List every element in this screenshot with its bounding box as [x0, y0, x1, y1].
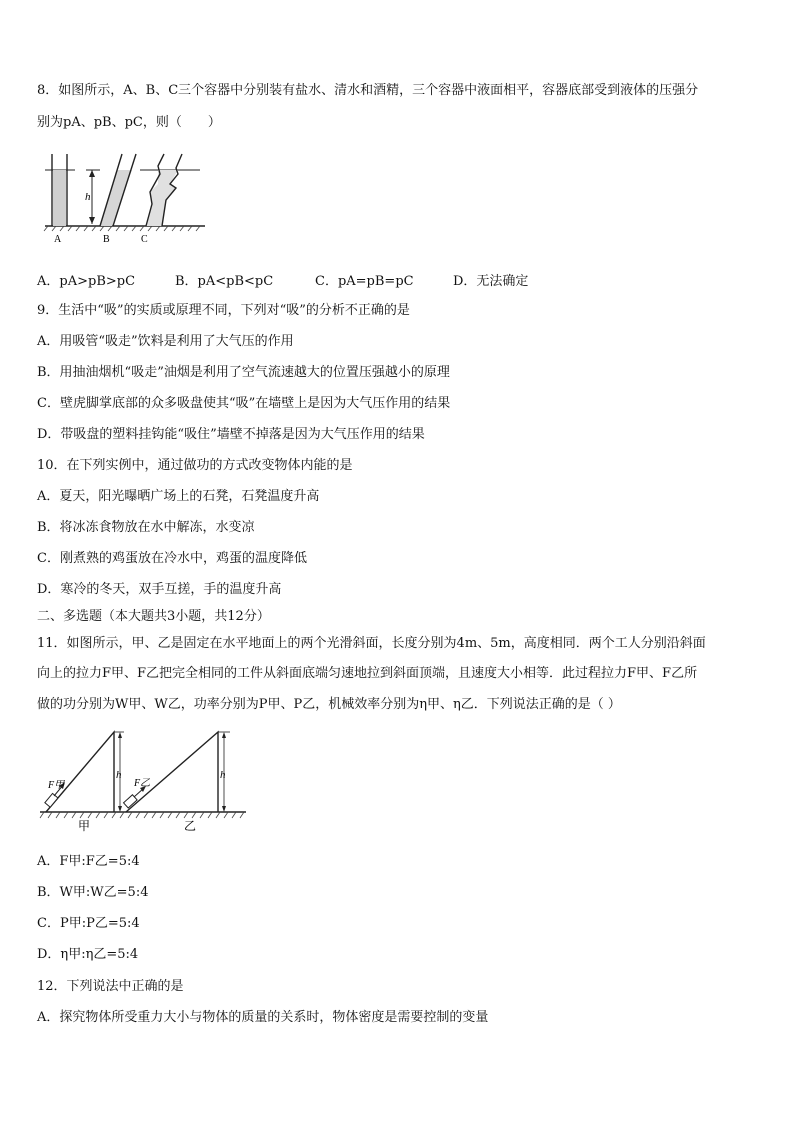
q8-label-b: B	[103, 234, 110, 245]
q11-option-c: C．P甲:P乙=5:4	[37, 916, 140, 931]
q9-option-c: C．壁虎脚掌底部的众多吸盘使其“吸”在墙壁上是因为大气压作用的结果	[37, 396, 451, 411]
q8-h-label: h	[85, 191, 91, 203]
q9-option-d: D．带吸盘的塑料挂钩能“吸住”墙壁不掉落是因为大气压作用的结果	[37, 427, 425, 442]
q11-option-a: A．F甲:F乙=5:4	[37, 854, 140, 869]
q8-stem-line2: 别为pA、pB、pC，则（ ）	[37, 115, 221, 130]
q9-option-b: B．用抽油烟机“吸走”油烟是利用了空气流速越大的位置压强越小的原理	[37, 365, 450, 380]
q8-option-a: A．pA>pB>pC	[37, 274, 136, 289]
q10-option-c: C．刚煮熟的鸡蛋放在冷水中，鸡蛋的温度降低	[37, 551, 307, 566]
section-heading-multiple-choice: 二、多选题（本大题共3小题，共12分）	[37, 609, 270, 624]
q11-stem-line2: 向上的拉力F甲、F乙把完全相同的工件从斜面底端匀速地拉到斜面顶端，且速度大小相等．此过程拉力F甲、F乙所	[37, 666, 698, 681]
q8-option-d: D．无法确定	[453, 274, 529, 289]
q10-stem: 10．在下列实例中，通过做功的方式改变物体内能的是	[37, 458, 353, 473]
q10-option-b: B．将冰冻食物放在水中解冻，水变凉	[37, 520, 255, 535]
q8-containers-figure	[40, 152, 210, 247]
q8-label-a: A	[54, 234, 62, 245]
q11-force-jia-label: F甲	[48, 780, 65, 791]
q11-label-yi: 乙	[184, 819, 197, 833]
q10-option-a: A．夏天，阳光曝晒广场上的石凳，石凳温度升高	[37, 489, 320, 504]
q11-inclines-figure	[38, 726, 248, 838]
q11-option-b: B．W甲:W乙=5:4	[37, 885, 149, 900]
q9-stem: 9．生活中“吸”的实质或原理不同，下列对“吸”的分析不正确的是	[37, 303, 410, 318]
q12-option-a: A．探究物体所受重力大小与物体的质量的关系时，物体密度是需要控制的变量	[37, 1010, 489, 1025]
q8-options	[37, 270, 737, 288]
q12-stem: 12．下列说法中正确的是	[37, 979, 184, 994]
q8-label-c: C	[141, 234, 148, 245]
q11-stem-line1: 11．如图所示，甲、乙是固定在水平地面上的两个光滑斜面，长度分别为4m、5m，高度相同．两个工人分别沿斜面	[37, 636, 706, 651]
q11-h-label-2: h	[220, 769, 226, 781]
q10-option-d: D．寒冷的冬天，双手互搓，手的温度升高	[37, 582, 282, 597]
q11-option-d: D．η甲:η乙=5:4	[37, 947, 139, 962]
q11-label-jia: 甲	[78, 819, 91, 833]
q8-stem-line1: 8．如图所示，A、B、C三个容器中分别装有盐水、清水和酒精，三个容器中液面相平，容器底部受到液体的压强分	[37, 83, 699, 98]
q11-h-label-1: h	[116, 769, 122, 781]
q9-option-a: A．用吸管“吸走”饮料是利用了大气压的作用	[37, 334, 294, 349]
q11-force-yi-label: F乙	[134, 778, 151, 789]
q8-option-b: B．pA<pB<pC	[175, 274, 274, 289]
q11-stem-line3: 做的功分别为W甲、W乙，功率分别为P甲、P乙，机械效率分别为η甲、η乙．下列说法正确的是（ ）	[37, 697, 621, 712]
q8-option-c: C．pA=pB=pC	[315, 274, 414, 289]
